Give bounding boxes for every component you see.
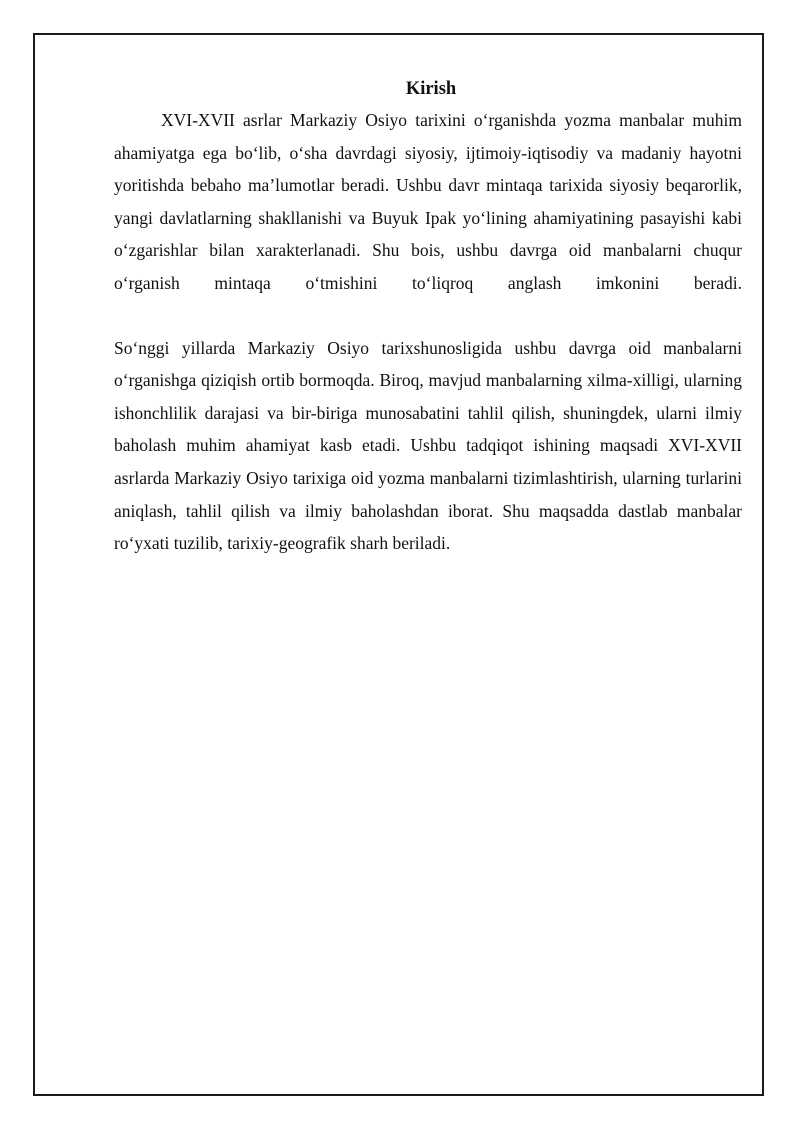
document-body [114,74,742,560]
document-title: Kirish [405,79,457,99]
paragraph-1: XVI-XVII asrlar Markaziy Osiyo tarixini o‘rganishda yozma manbalar muhim ahamiyatga ega bo‘lib, o‘sha davrdagi siyosiy, ijtimoiy-iqtisodiy va madaniy hayotni yoritishda bebaho ma’lumotlar beradi. Ushbu davr mintaqa tarixida siyosiy beqarorlik, yangi davlatlarning shakllanishi va Buyuk Ipak yo‘lining ahamiyatining pasayishi kabi o‘zgarishlar bilan xarakterlanadi. Shu bois, ushbu davrga oid manbalarni chuqur o‘rganish mintaqa o‘tmishini to‘liqroq anglash imkonini beradi. [114,110,742,293]
paragraph-gap [114,300,742,332]
paragraph-2: So‘nggi yillarda Markaziy Osiyo tarixshunosligida ushbu davrga oid manbalarni o‘rganishga qiziqish ortib bormoqda. Biroq, mavjud manbalarning xilma-xilligi, ularning ishonchlilik darajasi va bir-biriga munosabatini tahlil qilish, shuningdek, ularni ilmiy baholash muhim ahamiyat kasb etadi. Ushbu tadqiqot ishining maqsadi XVI-XVII asrlarda Markaziy Osiyo tarixiga oid yozma manbalarni tizimlashtirish, ularning turlarini aniqlash, tahlil qilish va ilmiy baholashdan iborat. Shu maqsadda dastlab manbalar ro‘yxati tuzilib, tarixiy-geografik sharh beriladi. [114,337,742,554]
